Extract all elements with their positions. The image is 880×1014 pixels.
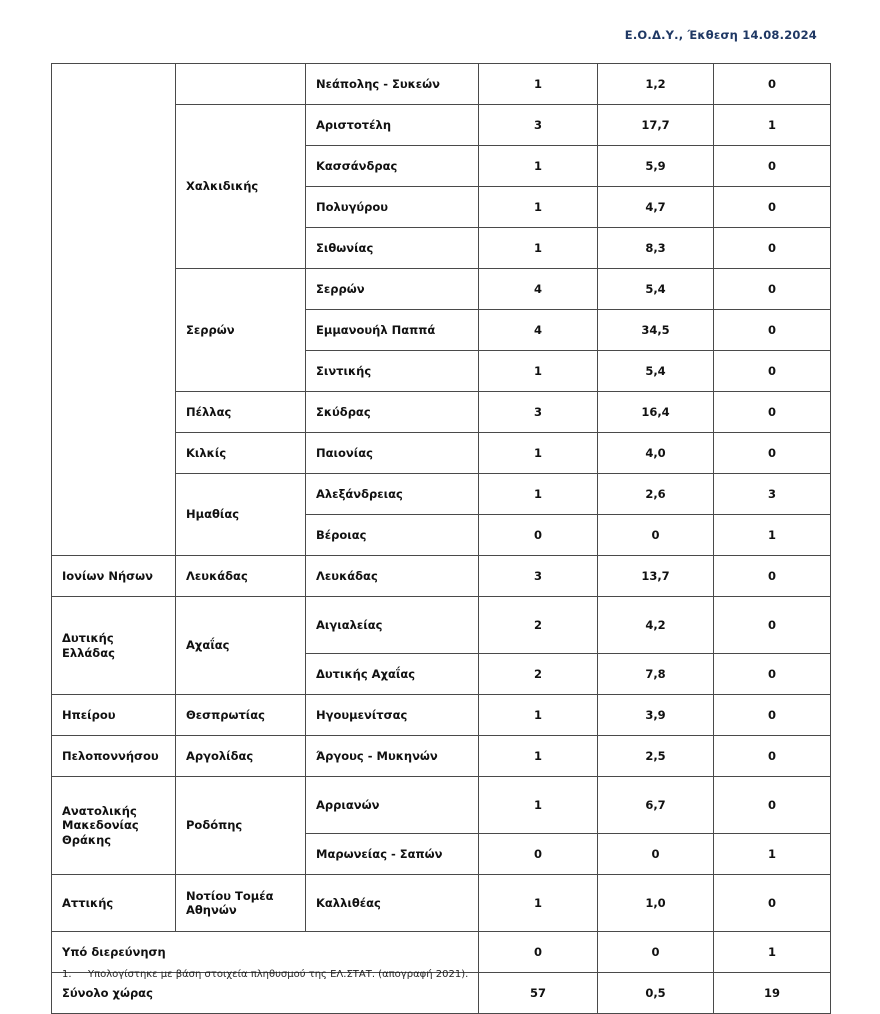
municipality-cell: Αριστοτέλη — [306, 105, 479, 146]
unit-cell-notiou-tomea-athinon: Νοτίου Τομέα Αθηνών — [176, 875, 306, 932]
total-deaths-cell: 19 — [714, 973, 831, 1014]
municipality-cell: Αρριανών — [306, 777, 479, 834]
table-row — [52, 556, 831, 597]
cases-cell: 2 — [479, 597, 598, 654]
deaths-cell: 0 — [714, 228, 831, 269]
municipality-cell: Κασσάνδρας — [306, 146, 479, 187]
footnote — [62, 969, 468, 980]
rate-cell: 7,8 — [598, 654, 714, 695]
footnote-number: 1. — [62, 969, 72, 980]
cases-cell: 1 — [479, 474, 598, 515]
deaths-cell: 0 — [714, 269, 831, 310]
deaths-cell: 0 — [714, 597, 831, 654]
deaths-cell: 0 — [714, 777, 831, 834]
unit-cell-imathias: Ημαθίας — [176, 474, 306, 556]
cases-cell: 3 — [479, 105, 598, 146]
cases-cell: 1 — [479, 777, 598, 834]
rate-cell: 5,4 — [598, 351, 714, 392]
municipality-cell: Παιονίας — [306, 433, 479, 474]
cases-cell: 1 — [479, 146, 598, 187]
cases-cell: 1 — [479, 875, 598, 932]
cases-cell: 3 — [479, 392, 598, 433]
rate-cell: 17,7 — [598, 105, 714, 146]
unit-cell-argolidas: Αργολίδας — [176, 736, 306, 777]
deaths-cell: 3 — [714, 474, 831, 515]
total-cases-cell: 57 — [479, 973, 598, 1014]
cases-cell: 4 — [479, 269, 598, 310]
cases-cell: 0 — [479, 515, 598, 556]
municipality-cell: Πολυγύρου — [306, 187, 479, 228]
region-cell-continuation — [52, 64, 176, 556]
deaths-cell: 0 — [714, 556, 831, 597]
rate-cell: 13,7 — [598, 556, 714, 597]
deaths-cell: 1 — [714, 515, 831, 556]
region-cell-ipeirou: Ηπείρου — [52, 695, 176, 736]
municipality-cell: Εμμανουήλ Παππά — [306, 310, 479, 351]
total-rate-cell: 0,5 — [598, 973, 714, 1014]
unit-cell-achaias: Αχαΐας — [176, 597, 306, 695]
unit-cell-continuation — [176, 64, 306, 105]
cases-cell: 4 — [479, 310, 598, 351]
rate-cell: 2,5 — [598, 736, 714, 777]
deaths-cell: 0 — [714, 392, 831, 433]
rate-cell: 5,4 — [598, 269, 714, 310]
table-row — [52, 875, 831, 932]
cases-cell: 1 — [479, 351, 598, 392]
unit-cell-lefkadas: Λευκάδας — [176, 556, 306, 597]
region-cell-attikis: Αττικής — [52, 875, 176, 932]
country-total-label: Σύνολο χώρας — [52, 973, 479, 1014]
deaths-cell: 0 — [714, 187, 831, 228]
rate-cell: 4,0 — [598, 433, 714, 474]
rate-cell: 0 — [598, 515, 714, 556]
epidemiology-table-container — [51, 63, 830, 1014]
unit-cell-pellas: Πέλλας — [176, 392, 306, 433]
cases-cell: 3 — [479, 556, 598, 597]
deaths-cell: 0 — [714, 64, 831, 105]
municipality-cell: Λευκάδας — [306, 556, 479, 597]
cases-cell: 0 — [479, 932, 598, 973]
rate-cell: 8,3 — [598, 228, 714, 269]
footnote-text: Υπολογίστηκε με βάση στοιχεία πληθυσμού της ΕΛ.ΣΤΑΤ. (απογραφή 2021). — [88, 969, 469, 980]
municipality-cell: Νεάπολης - Συκεών — [306, 64, 479, 105]
table-row-under-investigation — [52, 932, 831, 973]
rate-cell: 16,4 — [598, 392, 714, 433]
deaths-cell: 1 — [714, 932, 831, 973]
cases-cell: 2 — [479, 654, 598, 695]
epidemiology-table — [51, 63, 831, 1014]
rate-cell: 34,5 — [598, 310, 714, 351]
cases-cell: 1 — [479, 736, 598, 777]
deaths-cell: 0 — [714, 875, 831, 932]
deaths-cell: 1 — [714, 834, 831, 875]
deaths-cell: 0 — [714, 695, 831, 736]
rate-cell: 0 — [598, 932, 714, 973]
cases-cell: 1 — [479, 187, 598, 228]
municipality-cell: Βέροιας — [306, 515, 479, 556]
unit-cell-chalkidikis: Χαλκιδικής — [176, 105, 306, 269]
municipality-cell: Σιθωνίας — [306, 228, 479, 269]
table-row — [52, 597, 831, 654]
deaths-cell: 1 — [714, 105, 831, 146]
deaths-cell: 0 — [714, 433, 831, 474]
rate-cell: 2,6 — [598, 474, 714, 515]
unit-cell-serron: Σερρών — [176, 269, 306, 392]
cases-cell: 1 — [479, 433, 598, 474]
rate-cell: 4,7 — [598, 187, 714, 228]
table-row — [52, 777, 831, 834]
deaths-cell: 0 — [714, 146, 831, 187]
deaths-cell: 0 — [714, 310, 831, 351]
municipality-cell: Μαρωνείας - Σαπών — [306, 834, 479, 875]
table-row — [52, 736, 831, 777]
municipality-cell: Ηγουμενίτσας — [306, 695, 479, 736]
municipality-cell: Σιντικής — [306, 351, 479, 392]
unit-cell-kilkis: Κιλκίς — [176, 433, 306, 474]
municipality-cell: Σκύδρας — [306, 392, 479, 433]
document-header: Ε.Ο.Δ.Υ., Έκθεση 14.08.2024 — [624, 28, 817, 42]
municipality-cell: Αιγιαλείας — [306, 597, 479, 654]
region-cell-dytikis-elladas: Δυτικής Ελλάδας — [52, 597, 176, 695]
rate-cell: 0 — [598, 834, 714, 875]
cases-cell: 0 — [479, 834, 598, 875]
region-cell-anatolikis-makedonias-thrakis: Ανατολικής Μακεδονίας Θράκης — [52, 777, 176, 875]
table-row — [52, 64, 831, 105]
region-cell-peloponnisou: Πελοποννήσου — [52, 736, 176, 777]
municipality-cell: Άργους - Μυκηνών — [306, 736, 479, 777]
deaths-cell: 0 — [714, 654, 831, 695]
region-cell-ionion-nison: Ιονίων Νήσων — [52, 556, 176, 597]
cases-cell: 1 — [479, 64, 598, 105]
cases-cell: 1 — [479, 695, 598, 736]
municipality-cell: Σερρών — [306, 269, 479, 310]
rate-cell: 6,7 — [598, 777, 714, 834]
cases-cell: 1 — [479, 228, 598, 269]
rate-cell: 4,2 — [598, 597, 714, 654]
rate-cell: 3,9 — [598, 695, 714, 736]
rate-cell: 1,0 — [598, 875, 714, 932]
rate-cell: 5,9 — [598, 146, 714, 187]
table-row — [52, 695, 831, 736]
under-investigation-label: Υπό διερεύνηση — [52, 932, 479, 973]
municipality-cell: Δυτικής Αχαΐας — [306, 654, 479, 695]
unit-cell-rodopis: Ροδόπης — [176, 777, 306, 875]
municipality-cell: Καλλιθέας — [306, 875, 479, 932]
deaths-cell: 0 — [714, 351, 831, 392]
rate-cell: 1,2 — [598, 64, 714, 105]
municipality-cell: Αλεξάνδρειας — [306, 474, 479, 515]
deaths-cell: 0 — [714, 736, 831, 777]
unit-cell-thesprotias: Θεσπρωτίας — [176, 695, 306, 736]
